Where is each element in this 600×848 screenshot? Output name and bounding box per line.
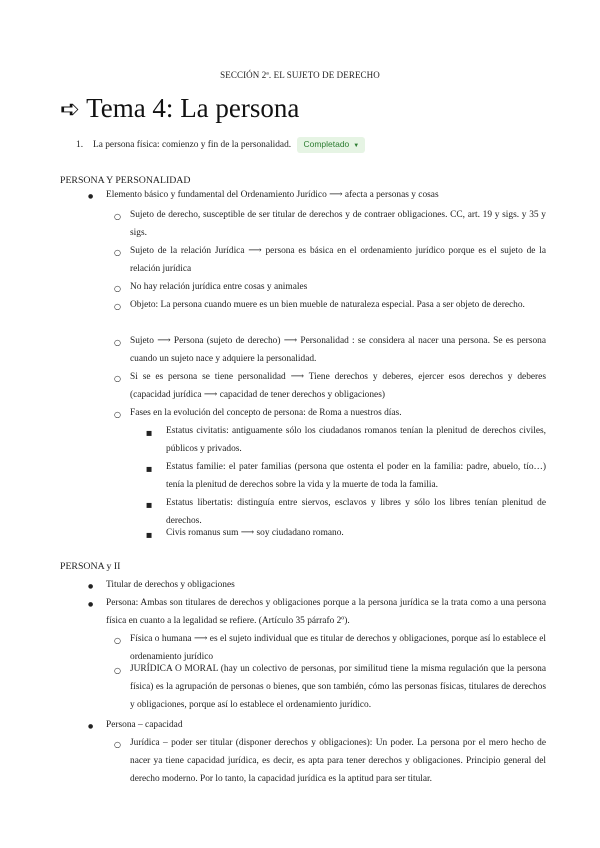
list-item: Estatus familie: el pater familias (persona que ostenta el poder en la familia: padre, abuelo, tío…) tenía la plenitud de derechos sobre la vida y la muerte de toda la familia. bbox=[166, 462, 546, 490]
bullet-circle-icon: ○ bbox=[114, 248, 121, 257]
right-arrow-outline-icon: ➪ bbox=[60, 95, 81, 123]
list-item: Estatus civitatis: antiguamente sólo los ciudadanos romanos tenían la plenitud de derechos civiles, públicos y privados. bbox=[166, 426, 546, 454]
chevron-down-icon: ▼ bbox=[353, 143, 360, 149]
bullet-disc-icon: ● bbox=[88, 601, 94, 608]
list-item: Sujeto de la relación Jurídica ⟶ persona es básica en el ordenamiento jurídico porque es el sujeto de la relación jurídica bbox=[130, 246, 546, 274]
numbered-item bbox=[76, 136, 365, 154]
bullet-circle-icon: ○ bbox=[114, 284, 121, 293]
list-item: Si se es persona se tiene personalidad ⟶ Tiene derechos y deberes, ejercer esos derechos y deberes (capacidad jurídica ⟶ capacidad de tener derechos y obligaciones) bbox=[130, 372, 546, 400]
bullet-square-icon: ■ bbox=[146, 465, 153, 473]
bullet-disc-icon: ● bbox=[88, 723, 94, 730]
list-item: Elemento básico y fundamental del Ordenamiento Jurídico ⟶ afecta a personas y cosas bbox=[106, 190, 439, 200]
list-item: No hay relación jurídica entre cosas y animales bbox=[130, 282, 308, 292]
bullet-circle-icon: ○ bbox=[114, 374, 121, 383]
bullet-circle-icon: ○ bbox=[114, 410, 121, 419]
section-heading-persona-personalidad: PERSONA Y PERSONALIDAD bbox=[60, 175, 191, 186]
list-item: Persona – capacidad bbox=[106, 720, 183, 730]
list-item: Jurídica – poder ser titular (disponer derechos y obligaciones): Un poder. La persona por el mero hecho de nacer ya tiene capacidad jurídica, es decir, es apta para tener derechos y obligaciones. Principio general del derecho moderno. Por lo tanto, la capacidad jurídica es la aptitud para ser titular. bbox=[130, 738, 546, 784]
bullet-circle-icon: ○ bbox=[114, 338, 121, 347]
section-title: SECCIÓN 2ª. EL SUJETO DE DERECHO bbox=[220, 70, 380, 80]
list-item: Sujeto ⟶ Persona (sujeto de derecho) ⟶ Personalidad : se considera al nacer una persona. Se es persona cuando un sujeto nace y adquiere la personalidad. bbox=[130, 336, 546, 364]
bullet-circle-icon: ○ bbox=[114, 302, 121, 311]
status-badge[interactable] bbox=[297, 137, 365, 153]
bullet-disc-icon: ● bbox=[88, 193, 94, 200]
list-item: Fases en la evolución del concepto de persona: de Roma a nuestros días. bbox=[130, 408, 402, 418]
bullet-circle-icon: ○ bbox=[114, 740, 121, 749]
list-item: Civis romanus sum ⟶ soy ciudadano romano. bbox=[166, 528, 344, 538]
list-item: Persona: Ambas son titulares de derechos y obligaciones porque a la persona jurídica se la trata como a una persona física en cuanto a la legalidad se refiere. (Artículo 35 párrafo 2º). bbox=[106, 598, 546, 626]
list-item: Objeto: La persona cuando muere es un bien mueble de naturaleza especial. Pasa a ser objeto de derecho. bbox=[130, 300, 525, 310]
list-item: Física o humana ⟶ es el sujeto individual que es titular de derechos y obligaciones, porque así lo establece el ordenamiento jurídico bbox=[130, 634, 546, 662]
section-heading-persona-ii: PERSONA y II bbox=[60, 561, 121, 572]
page-title-row bbox=[60, 90, 299, 127]
list-item: Estatus libertatis: distinguía entre siervos, esclavos y libres y sólo los libres tenían plenitud de derechos. bbox=[166, 498, 546, 526]
bullet-circle-icon: ○ bbox=[114, 212, 121, 221]
bullet-disc-icon: ● bbox=[88, 583, 94, 590]
bullet-square-icon: ■ bbox=[146, 429, 153, 437]
status-label: Completado bbox=[303, 139, 350, 149]
bullet-square-icon: ■ bbox=[146, 531, 153, 539]
list-item: JURÍDICA O MORAL (hay un colectivo de personas, por similitud tiene la misma regulación que la persona física) es la agrupación de personas o bienes, que son también, cómo las personas físicas, titulares de derechos y obligaciones, porque así lo establece el ordenamiento jurídico. bbox=[130, 664, 546, 710]
page-title: Tema 4: La persona bbox=[86, 93, 300, 123]
list-item: Titular de derechos y obligaciones bbox=[106, 580, 235, 590]
bullet-square-icon: ■ bbox=[146, 501, 153, 509]
bullet-circle-icon: ○ bbox=[114, 636, 121, 645]
list-item: Sujeto de derecho, susceptible de ser titular de derechos y de contraer obligaciones. CC, art. 19 y sigs. y 35 y sigs. bbox=[130, 210, 546, 238]
bullet-circle-icon: ○ bbox=[114, 666, 121, 675]
item-number: 1. bbox=[76, 140, 84, 150]
item-text: La persona física: comienzo y fin de la personalidad. bbox=[93, 140, 292, 150]
